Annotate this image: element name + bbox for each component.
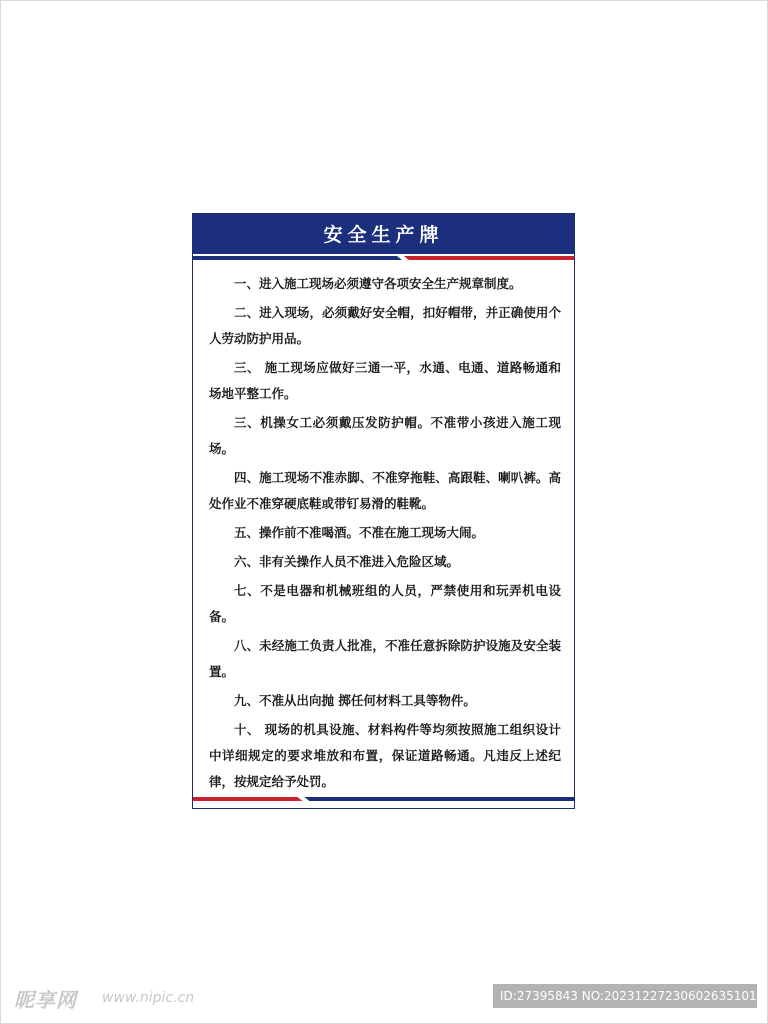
- header-stripe: [193, 254, 574, 261]
- rule-item: 二、进入现场，必须戴好安全帽，扣好帽带，并正确使用个人劳动防护用品。: [209, 305, 561, 346]
- rule-item: 六、非有关操作人员不准进入危险区域。: [234, 554, 460, 569]
- sign-header: [193, 214, 574, 254]
- rule-item: 五、操作前不准喝酒。不准在施工现场大闹。: [234, 525, 485, 540]
- rule-item: 八、未经施工负责人批准，不准任意拆除防护设施及安全装置。: [209, 638, 561, 679]
- safety-sign-board: [192, 213, 575, 809]
- image-id-text: ID:27395843 NO:20231227230602635101: [500, 989, 757, 1003]
- rule-item: 一、进入施工现场必须遵守各项安全生产规章制度。: [234, 276, 522, 291]
- watermark-logo: 昵享网: [14, 988, 77, 1012]
- footer-stripe: [193, 796, 574, 803]
- rule-item: 四、施工现场不准赤脚、不准穿拖鞋、高跟鞋、喇叭裤。高处作业不准穿硬底鞋或带钉易滑的鞋靴。: [209, 470, 561, 511]
- watermark-url: www.nipic.cn: [102, 990, 195, 1006]
- sign-title: 安全生产牌: [323, 224, 444, 246]
- rule-item: 九、不准从出向抛 掷任何材料工具等物件。: [234, 693, 476, 708]
- rule-item: 十、 现场的机具设施、材料构件等均须按照施工组织设计中详细规定的要求堆放和布置，保证道路畅通。凡违反上述纪律，按规定给予处罚。: [209, 722, 561, 789]
- rule-item: 三、机操女工必须戴压发防护帽。不准带小孩进入施工现场。: [209, 415, 561, 456]
- rule-item: 七、不是电器和机械班组的人员，严禁使用和玩弄机电设备。: [209, 583, 561, 624]
- rules-list: [209, 271, 561, 798]
- rule-item: 三、 施工现场应做好三通一平，水通、电通、道路畅通和场地平整工作。: [209, 360, 561, 401]
